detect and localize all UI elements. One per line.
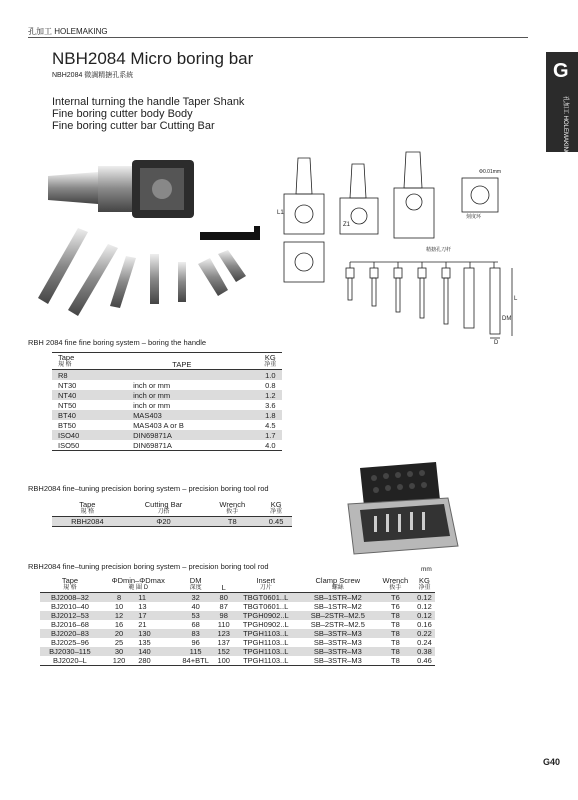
col-diameter: ΦDmin–ΦDmax 範 圍 D xyxy=(100,576,177,593)
table2-caption: RBH2084 fine–tuning precision boring system – precision boring tool rod xyxy=(28,484,269,493)
boring-rod-table xyxy=(40,576,435,666)
col-dm: DM 深度 xyxy=(177,576,215,593)
description-line: Fine boring cutter body Body xyxy=(52,108,193,120)
table3-caption: RBH2084 fine–tuning precision boring system – precision boring tool rod xyxy=(28,562,269,571)
col-tape: Tape 規 格 xyxy=(40,576,100,593)
table-row: BJ2008–32 8 11 32 80 TBGT0601..L SB–1STR–M2 T6 0.12 xyxy=(40,593,435,603)
table-row: ISO40 DIN69871A 1.7 xyxy=(52,430,282,440)
chapter-tab xyxy=(546,52,578,156)
col-l: L xyxy=(215,576,233,593)
col-bar: Cutting Bar 刀搭 xyxy=(123,500,205,517)
col-kg: KG 净重 xyxy=(260,500,292,517)
diagram-label-precision: Φ0.01mm xyxy=(479,169,502,175)
product-photo xyxy=(28,158,288,318)
unit-label: mm xyxy=(421,566,432,573)
table-row: R8 1.0 xyxy=(52,370,282,381)
col-wrench: Wrench 扳手 xyxy=(204,500,260,517)
col-screw: Clamp Screw 螺絲 xyxy=(299,576,377,593)
header-rule xyxy=(28,37,528,38)
page-subtitle: NBH2084 微調精搪孔系統 xyxy=(52,72,134,79)
table-row: BJ2025–96 25 135 96 137 TPGH1103..L SB–3STR–M3 T8 0.24 xyxy=(50,638,432,647)
table-row: BJ2010–40 10 13 40 87 TBGT0601..L SB–1STR–M2 T6 0.12 xyxy=(50,602,432,611)
table-row: ISO50 DIN69871A 4.0 xyxy=(52,440,282,451)
description-line: Fine boring cutter bar Cutting Bar xyxy=(52,120,215,132)
chapter-label: 孔加工 HOLEMAKING xyxy=(562,96,568,156)
col-kg: KG 净重 xyxy=(259,353,282,370)
table-row: BJ2030–115 30 140 115 152 TPGH1103..L SB–3STR–M3 T8 0.38 xyxy=(40,647,435,656)
col-tape: Tape 規 格 xyxy=(52,500,123,517)
table-row: BT40 MAS403 1.8 xyxy=(52,410,282,420)
diagram-label-dm: DM xyxy=(502,316,512,322)
col-taper: TAPE xyxy=(105,353,259,370)
diagram-label-d: D xyxy=(494,340,499,346)
col-insert: Insert 刀片 xyxy=(233,576,299,593)
technical-drawing xyxy=(266,150,526,350)
page-title: NBH2084 Micro boring bar xyxy=(52,49,254,68)
col-kg: KG 净重 xyxy=(414,576,435,593)
holder-table xyxy=(52,352,282,451)
cutting-bar-table xyxy=(52,500,292,527)
table-row: BJ2016–68 16 21 68 110 TPGH0902..L SB–2STR–M2.5 T8 0.16 xyxy=(50,620,432,629)
table-row: BJ2012–53 12 17 53 98 TPGH0902..L SB–2STR–M2.5 T8 0.12 xyxy=(40,611,435,620)
tool-case-photo xyxy=(340,460,464,560)
diagram-label-l: L xyxy=(514,296,518,302)
diagram-label-dial: 刻度环 xyxy=(466,214,482,220)
diagram-label-bar: 精搪孔刀杆 xyxy=(426,247,452,253)
description xyxy=(52,96,244,132)
col-tape: Tape 規 格 xyxy=(52,353,105,370)
page-number: G40 xyxy=(543,757,561,767)
chapter-letter: G xyxy=(553,60,569,82)
table-row: RBH2084 Φ20 T8 0.45 xyxy=(52,517,292,527)
diagram-label-z1: Z1 xyxy=(343,222,351,228)
table-row: BJ2020–83 20 130 83 123 TPGH1103..L SB–3STR–M3 T8 0.22 xyxy=(40,629,435,638)
table1-caption: RBH 2084 fine fine boring system – boring the handle xyxy=(28,338,207,347)
table-row: NT40 inch or mm 1.2 xyxy=(52,390,282,400)
table-row: NT30 inch or mm 0.8 xyxy=(58,380,276,390)
col-wrench: Wrench 扳手 xyxy=(377,576,414,593)
table-row: BJ2020–L 120 280 84+BTL 100 TPGH1103..L SB–3STR–M3 T8 0.46 xyxy=(40,656,435,666)
section-header: 孔加工 HOLEMAKING xyxy=(28,27,108,36)
table-row: BT50 MAS403 A or B 4.5 xyxy=(58,420,276,430)
diagram-label-l1: L1 xyxy=(277,210,284,216)
description-line: Internal turning the handle Taper Shank xyxy=(52,96,245,108)
table-row: NT50 inch or mm 3.6 xyxy=(58,400,276,410)
